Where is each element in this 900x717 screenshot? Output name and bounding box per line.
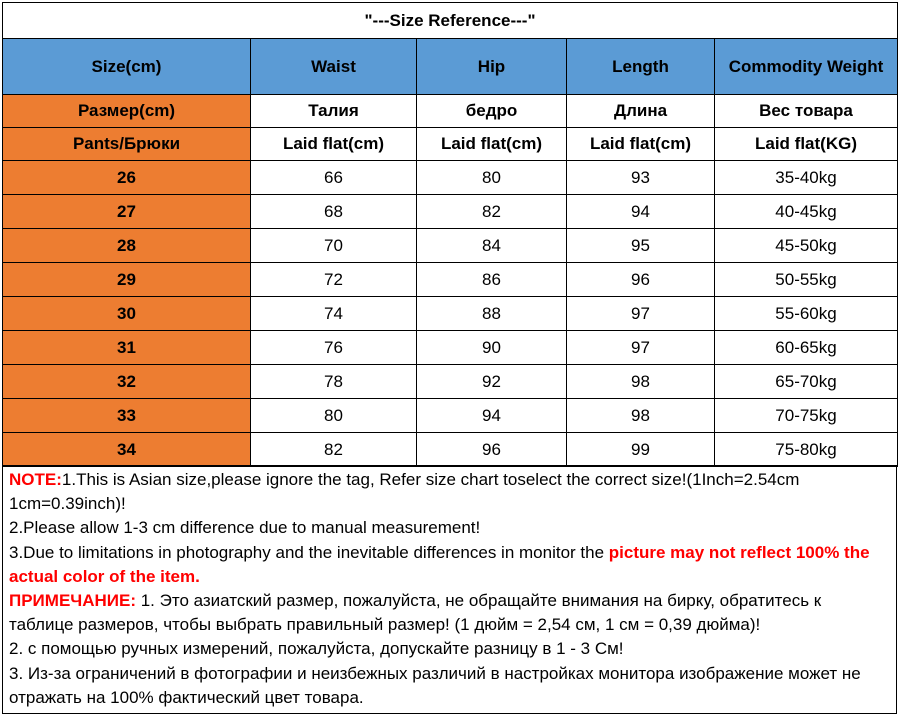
hip-cell: 84 — [417, 229, 567, 263]
note-2: 2.Please allow 1-3 cm difference due to manual measurement! — [9, 518, 481, 538]
table-row — [3, 161, 898, 195]
note-label: NOTE: — [9, 470, 62, 489]
weight-cell: 50-55kg — [715, 263, 898, 297]
length-cell: 95 — [567, 229, 715, 263]
hip-cell: 86 — [417, 263, 567, 297]
hip-cell: 94 — [417, 399, 567, 433]
waist-cell: 74 — [251, 297, 417, 331]
hip-cell: 90 — [417, 331, 567, 365]
size-cell: 27 — [3, 195, 251, 229]
length-cell: 99 — [567, 433, 715, 467]
length-cell: 97 — [567, 297, 715, 331]
table-row — [3, 297, 898, 331]
size-chart-table — [2, 2, 898, 467]
hip-cell: 82 — [417, 195, 567, 229]
pants-label: Pants/Брюки — [3, 128, 251, 161]
russian-header-row — [3, 95, 898, 128]
note-3-warning: picture may not reflect 100% the actual color of the item. — [9, 542, 870, 586]
hip-cell: 80 — [417, 161, 567, 195]
table-row — [3, 365, 898, 399]
ru-note-3: 3. Из-за ограничений в фотографии и неизбежных различий в настройках монитора изображение может не отражать на 100% фактический цвет товара. — [9, 663, 861, 707]
weight-cell: 75-80kg — [715, 433, 898, 467]
ru-note-2: 2. с помощью ручных измерений, пожалуйста, допускайте разницу в 1 - 3 См! — [9, 639, 624, 659]
header-weight: Commodity Weight — [715, 39, 898, 95]
ru-note-1-text: 1. Это азиатский размер, пожалуйста, не обращайте внимания на бирку, обратитесь к таблице размеров, чтобы выбрать правильный размер! (1 дюйм = 2,54 см, 1 см = 0,39 дюйма)! — [9, 591, 822, 635]
header-size: Size(cm) — [3, 39, 251, 95]
waist-cell: 76 — [251, 331, 417, 365]
header-row — [3, 39, 898, 95]
weight-cell: 70-75kg — [715, 399, 898, 433]
flat-hip: Laid flat(cm) — [417, 128, 567, 161]
waist-cell: 72 — [251, 263, 417, 297]
waist-cell: 82 — [251, 433, 417, 467]
table-row — [3, 433, 898, 467]
length-cell: 98 — [567, 399, 715, 433]
waist-cell: 78 — [251, 365, 417, 399]
note-1-text: 1.This is Asian size,please ignore the tag, Refer size chart toselect the correct size!(1Inch=2.54cm 1cm=0.39inch)! — [9, 470, 800, 514]
weight-cell: 55-60kg — [715, 297, 898, 331]
note-3 — [9, 541, 890, 589]
notes-block — [2, 465, 897, 714]
header-length: Length — [567, 39, 715, 95]
hip-cell: 96 — [417, 433, 567, 467]
header-hip: Hip — [417, 39, 567, 95]
table-row — [3, 229, 898, 263]
header-waist: Waist — [251, 39, 417, 95]
size-cell: 34 — [3, 433, 251, 467]
chart-title: "---Size Reference---" — [3, 3, 898, 39]
hip-cell: 88 — [417, 297, 567, 331]
table-row — [3, 399, 898, 433]
weight-cell: 40-45kg — [715, 195, 898, 229]
ru-header-size: Размер(cm) — [3, 95, 251, 128]
length-cell: 93 — [567, 161, 715, 195]
flat-length: Laid flat(cm) — [567, 128, 715, 161]
ru-note-1 — [9, 589, 890, 637]
ru-header-length: Длина — [567, 95, 715, 128]
size-cell: 32 — [3, 365, 251, 399]
table-row — [3, 331, 898, 365]
weight-cell: 60-65kg — [715, 331, 898, 365]
ru-header-weight: Вес товара — [715, 95, 898, 128]
size-cell: 31 — [3, 331, 251, 365]
weight-cell: 65-70kg — [715, 365, 898, 399]
length-cell: 98 — [567, 365, 715, 399]
size-cell: 33 — [3, 399, 251, 433]
size-cell: 29 — [3, 263, 251, 297]
size-cell: 30 — [3, 297, 251, 331]
waist-cell: 68 — [251, 195, 417, 229]
laid-flat-row — [3, 128, 898, 161]
waist-cell: 66 — [251, 161, 417, 195]
waist-cell: 80 — [251, 399, 417, 433]
waist-cell: 70 — [251, 229, 417, 263]
flat-weight: Laid flat(KG) — [715, 128, 898, 161]
size-cell: 26 — [3, 161, 251, 195]
table-row — [3, 263, 898, 297]
flat-waist: Laid flat(cm) — [251, 128, 417, 161]
weight-cell: 35-40kg — [715, 161, 898, 195]
ru-note-label: ПРИМЕЧАНИЕ: — [9, 591, 136, 611]
ru-header-waist: Талия — [251, 95, 417, 128]
note-3-text: 3.Due to limitations in photography and the inevitable differences in monitor the — [9, 542, 609, 562]
weight-cell: 45-50kg — [715, 229, 898, 263]
title-row — [3, 3, 898, 39]
length-cell: 96 — [567, 263, 715, 297]
length-cell: 94 — [567, 195, 715, 229]
size-cell: 28 — [3, 229, 251, 263]
note-1 — [9, 468, 890, 516]
hip-cell: 92 — [417, 365, 567, 399]
ru-header-hip: бедро — [417, 95, 567, 128]
table-row — [3, 195, 898, 229]
length-cell: 97 — [567, 331, 715, 365]
